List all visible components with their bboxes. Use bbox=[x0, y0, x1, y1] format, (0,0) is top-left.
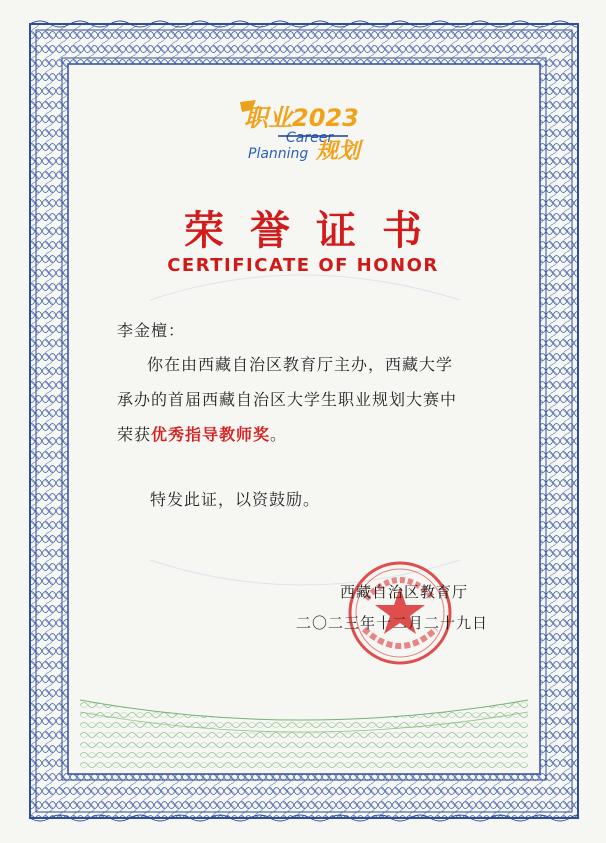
closing-line: 特发此证，以资鼓励。 bbox=[150, 490, 321, 509]
certificate-title-english: CERTIFICATE OF HONOR bbox=[167, 255, 439, 276]
award-prefix: 荣获 bbox=[117, 425, 152, 444]
body-line-1: 你在由西藏自治区教育厅主办，西藏大学 bbox=[147, 355, 454, 374]
recipient-name: 李金檀： bbox=[117, 321, 186, 340]
certificate-title-chinese: 荣誉证书 bbox=[184, 207, 448, 254]
career-planning-logo bbox=[238, 100, 388, 162]
award-name: 优秀指导教师奖 bbox=[151, 425, 271, 444]
issuer-name: 西藏自治区教育厅 bbox=[340, 583, 469, 601]
svg-text:职业2023: 职业2023 bbox=[244, 104, 359, 132]
body-line-2: 承办的首届西藏自治区大学生职业规划大赛中 bbox=[117, 390, 458, 409]
body-line-3 bbox=[117, 422, 287, 445]
svg-text:规划: 规划 bbox=[316, 139, 361, 162]
svg-text:Planning: Planning bbox=[248, 146, 309, 162]
issue-date: 二〇二三年十二月二十九日 bbox=[296, 614, 489, 632]
award-suffix: 。 bbox=[270, 425, 288, 444]
svg-text:Career: Career bbox=[286, 130, 334, 146]
